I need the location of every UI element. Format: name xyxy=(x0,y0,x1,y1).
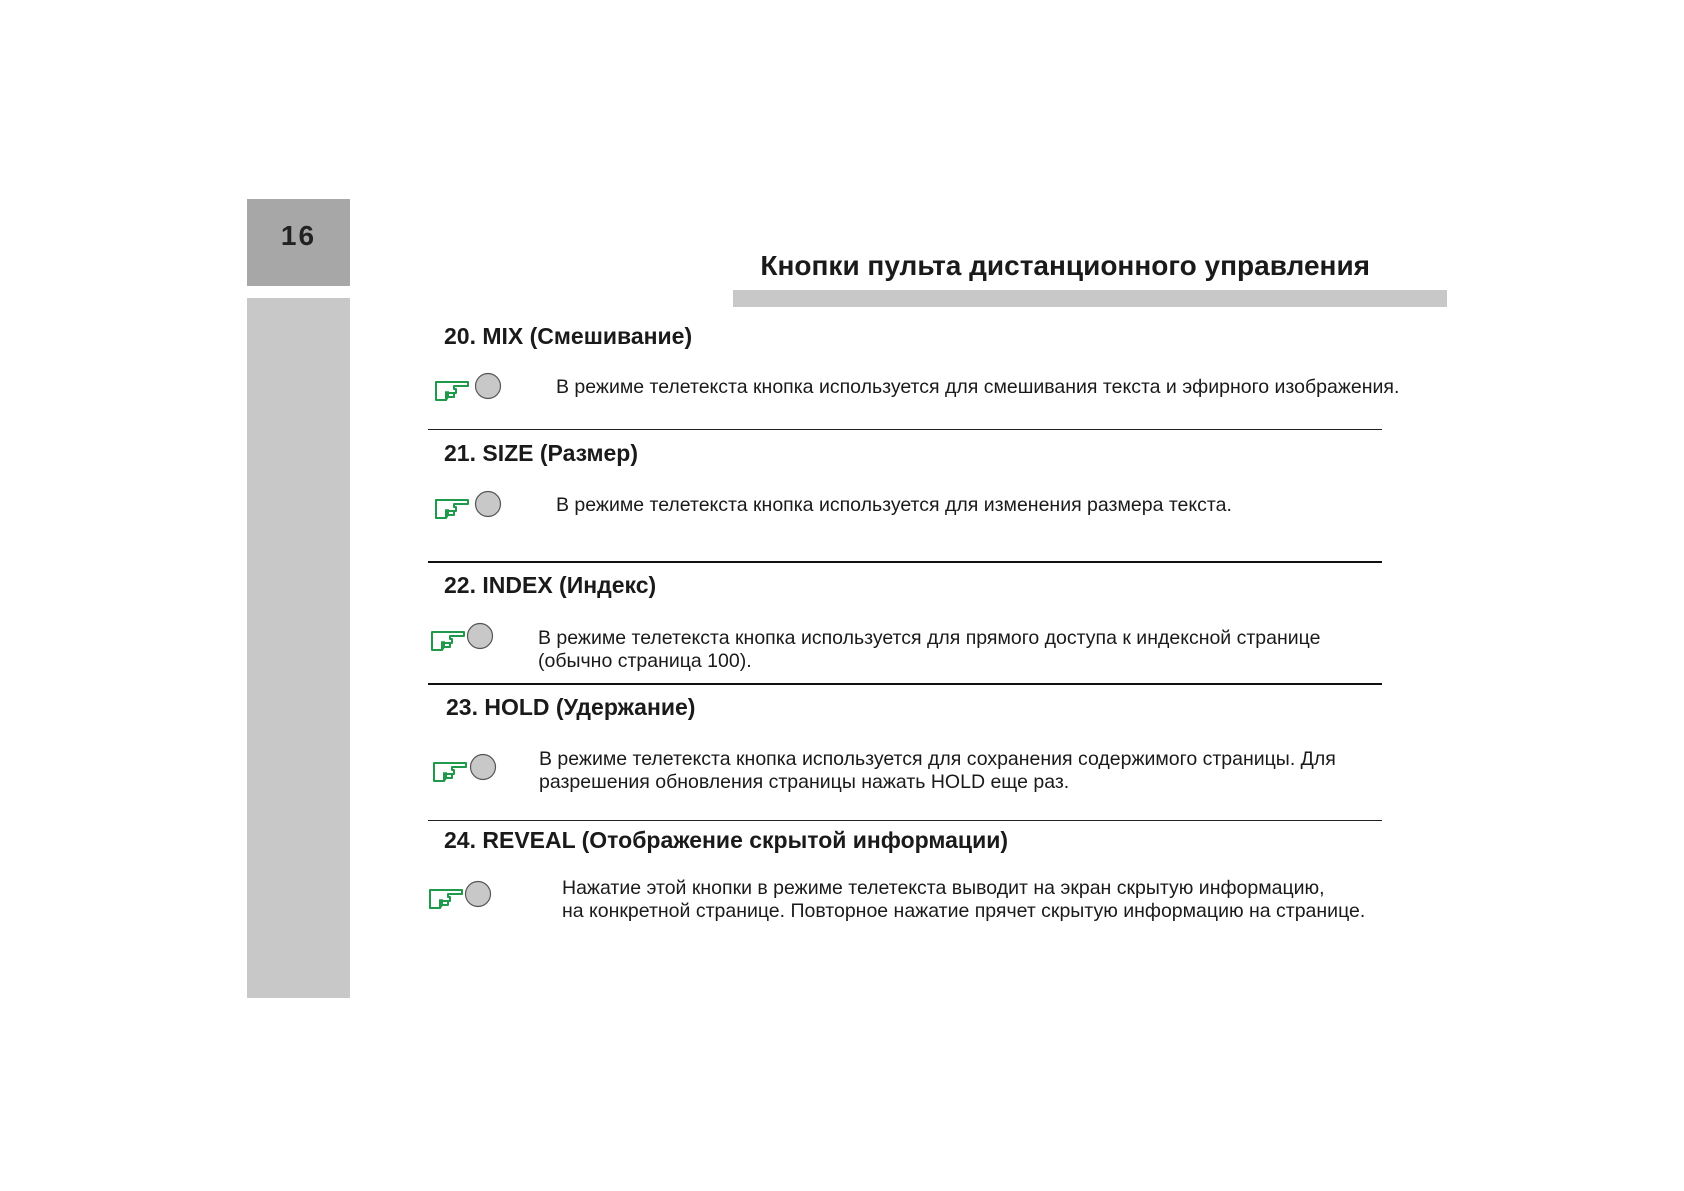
hand-button-icon xyxy=(432,372,502,406)
text-line: Нажатие этой кнопки в режиме телетекста выводит на экран скрытую информацию, xyxy=(562,877,1325,899)
section-heading-index: 22. INDEX (Индекс) xyxy=(444,572,657,598)
section-divider xyxy=(428,820,1382,821)
hand-button-icon xyxy=(430,753,500,787)
section-divider xyxy=(428,683,1382,685)
section-divider xyxy=(428,561,1382,563)
text-line: (обычно страница 100). xyxy=(538,650,752,672)
page-number: 16 xyxy=(280,220,317,251)
remote-button-icon xyxy=(468,624,493,649)
pointing-hand-icon xyxy=(434,763,466,781)
hand-button-icon xyxy=(432,490,502,524)
text-line: на конкретной странице. Повторное нажатие прячет скрытую информацию на странице. xyxy=(562,900,1366,922)
section-text-size xyxy=(556,494,1232,517)
title-underline-bar xyxy=(733,290,1447,307)
section-text-reveal xyxy=(562,877,1365,923)
section-heading-hold: 23. HOLD (Удержание) xyxy=(446,694,696,720)
remote-button-icon xyxy=(476,374,501,399)
section-text-index xyxy=(538,627,1320,673)
remote-button-icon xyxy=(471,755,496,780)
page-title: Кнопки пульта дистанционного управления xyxy=(760,250,1370,281)
text-line: В режиме телетекста кнопка используется для изменения размера текста. xyxy=(556,494,1232,516)
remote-button-icon xyxy=(476,492,501,517)
pointing-hand-icon xyxy=(436,500,468,518)
text-line: В режиме телетекста кнопка используется для смешивания текста и эфирного изображения. xyxy=(556,376,1400,398)
section-divider xyxy=(428,429,1382,430)
hand-button-icon xyxy=(428,622,498,656)
section-heading-size: 21. SIZE (Размер) xyxy=(444,440,639,466)
pointing-hand-icon xyxy=(436,382,468,400)
text-line: В режиме телетекста кнопка используется для сохранения содержимого страницы. Для xyxy=(539,748,1336,770)
section-heading-mix: 20. MIX (Смешивание) xyxy=(444,323,693,349)
section-text-mix xyxy=(556,376,1399,399)
section-heading-reveal: 24. REVEAL (Отображение скрытой информации) xyxy=(444,827,1009,853)
text-line: В режиме телетекста кнопка используется для прямого доступа к индексной странице xyxy=(538,627,1321,649)
pointing-hand-icon xyxy=(430,890,462,908)
sidebar-bar xyxy=(247,298,350,998)
text-line: разрешения обновления страницы нажать HOLD еще раз. xyxy=(539,771,1070,793)
pointing-hand-icon xyxy=(432,632,464,650)
hand-button-icon xyxy=(426,880,496,914)
remote-button-icon xyxy=(466,882,491,907)
section-text-hold xyxy=(539,748,1336,794)
